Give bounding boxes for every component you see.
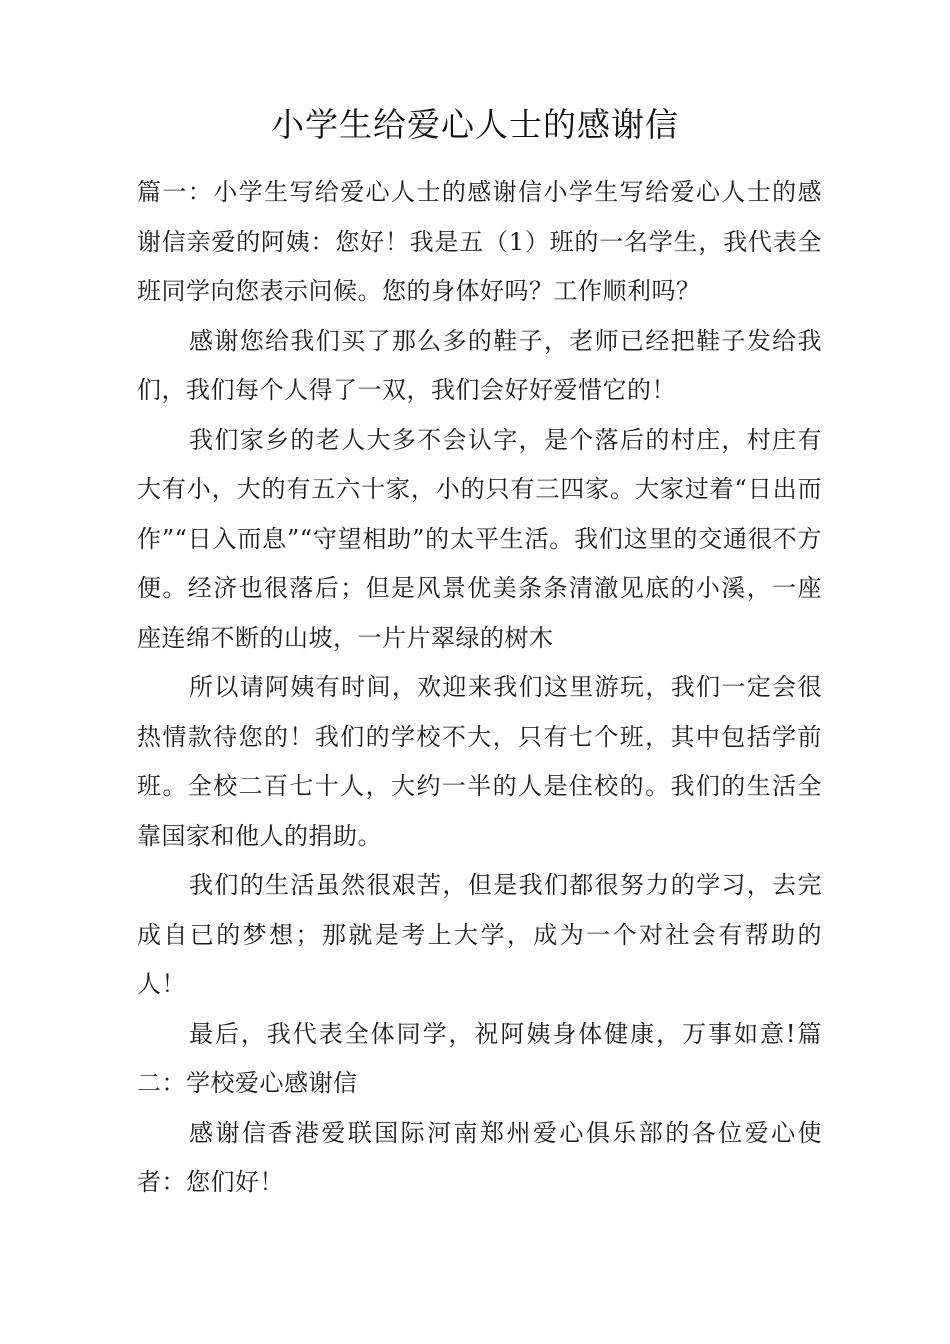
paragraph-7: 感谢信香港爱联国际河南郑州爱心俱乐部的各位爱心使者：您们好！: [137, 1118, 822, 1196]
paragraph-6: 最后，我代表全体同学，祝阿姨身体健康，万事如意!篇二：学校爱心感谢信: [137, 1019, 822, 1097]
paragraph-2: 感谢您给我们买了那么多的鞋子，老师已经把鞋子发给我们，我们每个人得了一双，我们会好好爱惜它的！: [137, 326, 822, 404]
document-title: 小学生给爱心人士的感谢信: [271, 105, 679, 144]
paragraph-4: 所以请阿姨有时间，欢迎来我们这里游玩，我们一定会很热情款待您的！我们的学校不大，只有七个班，其中包括学前班。全校二百七十人，大约一半的人是住校的。我们的生活全靠国家和他人的捐助。: [137, 673, 822, 850]
paragraph-3: 我们家乡的老人大多不会认字，是个落后的村庄，村庄有大有小，大的有五六十家，小的只有三四家。大家过着“日出而作”“日入而息”“守望相助”的太平生活。我们这里的交通很不方便。经济也很落后；但是风景优美条条清澈见底的小溪，一座座连绵不断的山坡，一片片翠绿的树木: [137, 425, 822, 652]
paragraph-5: 我们的生活虽然很艰苦，但是我们都很努力的学习，去完成自已的梦想；那就是考上大学，成为一个对社会有帮助的人！: [137, 871, 822, 998]
document-body: [137, 168, 822, 1208]
paragraph-1: 篇一：小学生写给爱心人士的感谢信小学生写给爱心人士的感谢信亲爱的阿姨：您好！我是五（1）班的一名学生，我代表全班同学向您表示问候。您的身体好吗？工作顺利吗？: [137, 178, 822, 305]
